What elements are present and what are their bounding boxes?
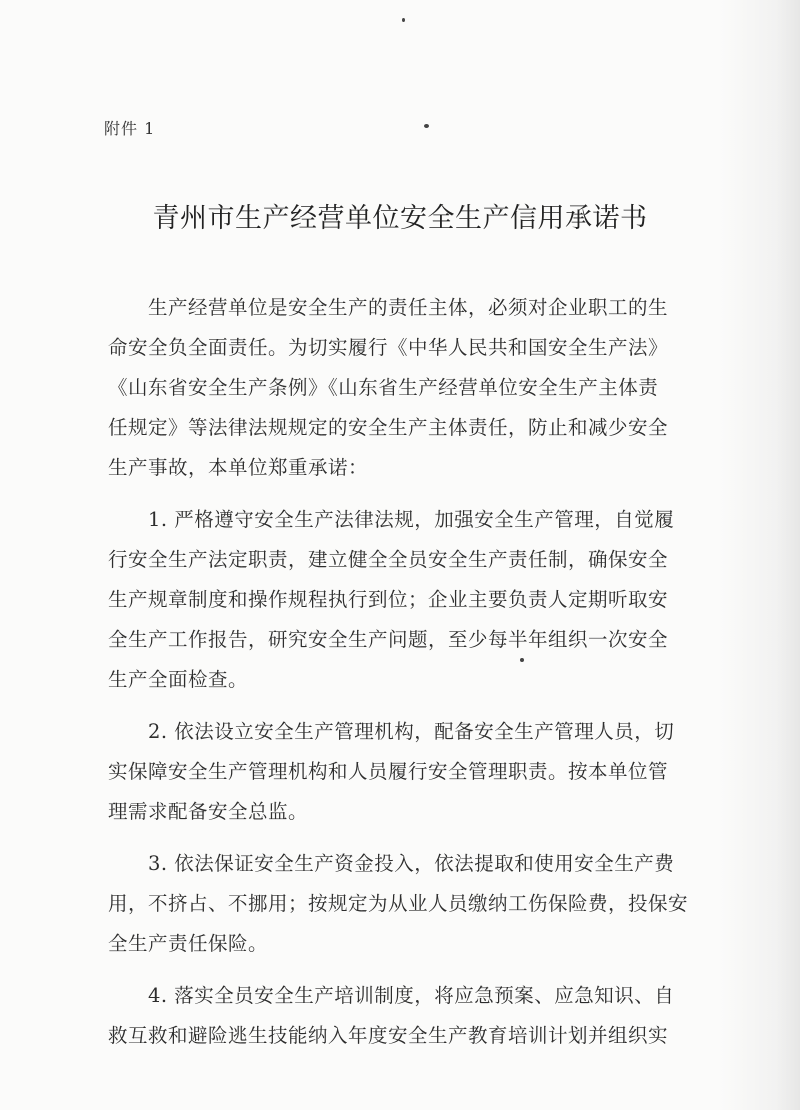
paragraph-item-4 [108, 976, 712, 1056]
document-title: 青州市生产经营单位安全生产信用承诺书 [152, 203, 648, 234]
text-line: 生产事故，本单位郑重承诺： [108, 456, 369, 479]
paragraph-item-3 [108, 844, 712, 964]
paragraph-intro [108, 288, 712, 488]
attachment-label: 附件 1 [104, 119, 156, 138]
text-line: 《山东省安全生产条例》《山东省生产经营单位安全生产主体责 [108, 376, 659, 399]
scan-edge-shadow [720, 0, 800, 1110]
paragraph-item-1 [108, 500, 712, 700]
text-line: 理需求配备安全总监。 [108, 800, 309, 823]
paragraph-gap [108, 832, 712, 844]
text-line: 全生产工作报告，研究安全生产问题，至少每半年组织一次安全 [108, 628, 669, 651]
paragraph-gap [108, 700, 712, 712]
text-line: 3. 依法保证安全生产资金投入，依法提取和使用安全生产费 [108, 852, 675, 875]
paragraph-gap [108, 964, 712, 976]
text-line: 实保障安全生产管理机构和人员履行安全管理职责。按本单位管 [108, 760, 669, 783]
text-line: 2. 依法设立安全生产管理机构，配备安全生产管理人员，切 [108, 720, 675, 743]
text-line: 全生产责任保险。 [108, 932, 269, 955]
document-body [108, 288, 712, 1056]
text-line: 4. 落实全员安全生产培训制度，将应急预案、应急知识、自 [108, 984, 675, 1007]
text-line: 行安全生产法定职责，建立健全全员安全生产责任制，确保安全 [108, 548, 669, 571]
text-line: 命安全负全面责任。为切实履行《中华人民共和国安全生产法》 [108, 336, 669, 359]
text-line: 救互救和避险逃生技能纳入年度安全生产教育培训计划并组织实 [108, 1024, 669, 1047]
text-line: 1. 严格遵守安全生产法律法规，加强安全生产管理，自觉履 [108, 508, 675, 531]
paragraph-gap [108, 488, 712, 500]
paragraph-item-2 [108, 712, 712, 832]
text-line: 生产经营单位是安全生产的责任主体，必须对企业职工的生 [108, 296, 669, 319]
text-line: 任规定》等法律法规规定的安全生产主体责任，防止和减少安全 [108, 416, 669, 439]
text-line: 生产全面检查。 [108, 668, 249, 691]
text-line: 生产规章制度和操作规程执行到位；企业主要负责人定期听取安 [108, 588, 669, 611]
text-line: 用，不挤占、不挪用；按规定为从业人员缴纳工伤保险费，投保安 [108, 892, 689, 915]
scan-speck [424, 124, 429, 128]
scan-speck [402, 18, 405, 22]
